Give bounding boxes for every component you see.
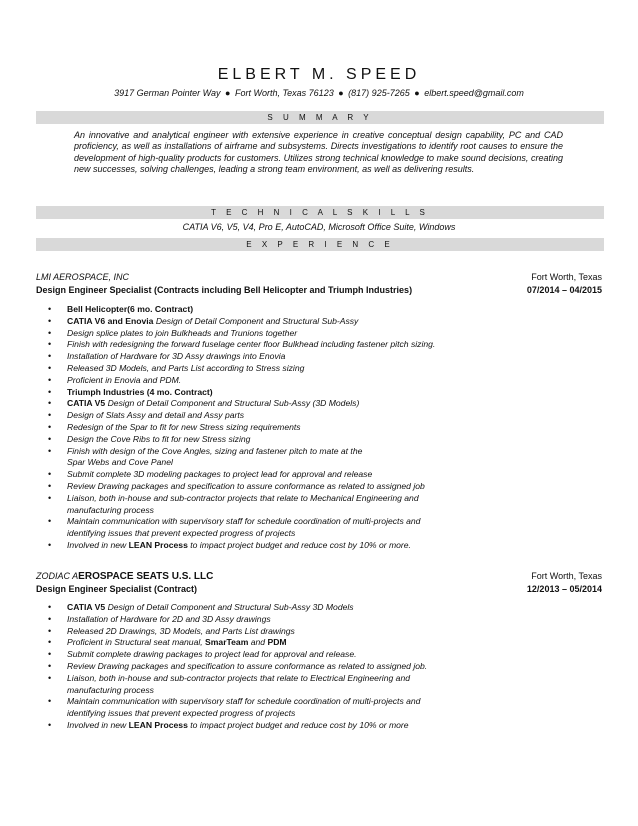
- bullet-text: Released 2D Drawings, 3D Models, and Parts List drawings: [67, 625, 295, 636]
- bullet-item: [37, 637, 557, 649]
- bullet-text: to impact project budget and reduce cost by 10% or more: [187, 719, 409, 730]
- separator-dot: ●: [414, 88, 420, 98]
- bullet-dot: •: [48, 304, 52, 314]
- bullet-text: Finish with design of the Cove Angles, sizing and fastener pitch to mate at the: [67, 445, 363, 456]
- bullet-text: Liaison, both in-house and sub-contractor projects that relate to Electrical Engineering and: [67, 672, 410, 683]
- job-location: Fort Worth, Texas: [531, 272, 602, 282]
- bullet-text: Proficient in Enovia and PDM.: [67, 374, 182, 385]
- bullet-dot: •: [48, 374, 52, 385]
- bullet-bold-text: LEAN Process: [128, 539, 188, 550]
- bullet-text: Design of Detail Component and Structural Sub-Assy 3D Models: [105, 602, 354, 612]
- bullet-text: and: [248, 637, 268, 648]
- bullet-dot: •: [48, 613, 52, 624]
- bullet-dot: •: [48, 625, 52, 636]
- experience-heading: E X P E R I E N C E: [36, 238, 604, 251]
- city: Fort Worth, Texas 76123: [234, 88, 334, 98]
- bullet-bold-text: Triumph Industries (4 mo. Contract): [67, 386, 213, 397]
- bullet-text-continued: Spar Webs and Cove Panel: [67, 457, 173, 468]
- bullet-text-continued: identifying issues that prevent expected progress of projects: [67, 528, 296, 539]
- bullet-text: Proficient in Structural seat manual,: [67, 637, 206, 648]
- bullet-dot: •: [48, 602, 52, 612]
- bullet-item: [37, 375, 557, 387]
- bullet-dot: •: [48, 469, 52, 480]
- bullet-item: [37, 339, 557, 351]
- bullet-item: [37, 626, 557, 638]
- bullet-bold-text: SmarTeam: [205, 637, 249, 648]
- bullet-item: [37, 481, 557, 493]
- bullet-text: Involved in new: [67, 719, 129, 730]
- bullet-item: [37, 398, 557, 410]
- job-bullets: [37, 602, 557, 732]
- bullet-bold-text: CATIA V5: [67, 398, 106, 409]
- summary-text: An innovative and analytical engineer with extensive experience in creative conceptual design capability, PC and CAD proficiency, as well as installations of airframe and subsystems. Directs investigations to identify root causes to ensure the development of high-quality products for customers. Utilizes strong technical knowledge to make sound decisions, creating new successes, solving challenges, leading a strong team environment, as well as delivering results.: [74, 130, 563, 174]
- bullet-item: [37, 673, 557, 697]
- bullet-dot: •: [48, 351, 52, 362]
- bullet-text: Finish with redesigning the forward fuselage center floor Bulkhead including fastener pitch sizing.: [67, 339, 436, 350]
- bullet-dot: •: [48, 421, 52, 432]
- bullet-item: [37, 493, 557, 517]
- bullet-item: [37, 540, 557, 552]
- bullet-dot: •: [48, 660, 52, 671]
- separator-dot: ●: [225, 88, 231, 98]
- bullet-item: [37, 351, 557, 363]
- bullet-dot: •: [48, 719, 52, 730]
- bullet-item: [37, 304, 557, 316]
- bullet-dot: •: [48, 433, 52, 444]
- bullet-text: Review Drawing packages and specification to assure conformance as related to assigned job: [67, 480, 425, 491]
- bullet-item: [37, 422, 557, 434]
- bullet-bold-text: Bell Helicopter(6 mo. Contract): [67, 304, 194, 314]
- separator-dot: ●: [338, 88, 344, 98]
- bullet-dot: •: [48, 539, 52, 550]
- skills-text: CATIA V6, V5, V4, Pro E, AutoCAD, Microsoft Office Suite, Windows: [182, 222, 456, 232]
- bullet-dot: •: [48, 480, 52, 491]
- bullet-bold-text: PDM: [267, 637, 287, 648]
- company-name: LMI AEROSPACE, INC: [36, 272, 130, 282]
- bullet-item: [37, 363, 557, 375]
- bullet-item: [37, 316, 557, 328]
- bullet-dot: •: [48, 696, 52, 707]
- bullet-dot: •: [48, 637, 52, 648]
- company-name-prefix: ZODIAC A: [36, 571, 79, 581]
- bullet-text: Design of Slats Assy and detail and Assy parts: [67, 410, 245, 421]
- bullet-item: [37, 328, 557, 340]
- bullet-item: [37, 602, 557, 614]
- bullet-dot: •: [48, 339, 52, 350]
- candidate-name: ELBERT M. SPEED: [217, 66, 421, 83]
- bullet-text: Liaison, both in-house and sub-contractor projects that relate to Mechanical Engineering and: [67, 492, 419, 503]
- company-name: [36, 571, 213, 582]
- bullet-text: Review Drawing packages and specification to assure conformance as related to assigned job.: [67, 660, 428, 671]
- contact-line: [0, 88, 638, 98]
- company-name-suffix: EROSPACE SEATS U.S. LLC: [78, 571, 214, 582]
- bullet-text-continued: identifying issues that prevent expected progress of projects: [67, 708, 296, 719]
- bullet-dot: •: [48, 672, 52, 683]
- bullet-text: Installation of Hardware for 2D and 3D Assy drawings: [67, 613, 271, 624]
- bullet-dot: •: [48, 410, 52, 421]
- email-link[interactable]: elbert.speed@gmail.com: [424, 88, 524, 98]
- bullet-text-continued: manufacturing process: [67, 504, 154, 515]
- bullet-item: [37, 649, 557, 661]
- address: 3917 German Pointer Way: [114, 88, 221, 98]
- bullet-text: Design splice plates to join Bulkheads and Trunions together: [67, 327, 298, 338]
- bullet-item: [37, 446, 557, 470]
- bullet-text: Submit complete 3D modeling packages to project lead for approval and release: [67, 469, 373, 480]
- job-dates: 12/2013 – 05/2014: [526, 584, 602, 594]
- bullet-item: [37, 387, 557, 399]
- job-location: Fort Worth, Texas: [531, 571, 602, 581]
- bullet-text: Submit complete drawing packages to project lead for approval and release.: [67, 649, 357, 660]
- bullet-dot: •: [48, 327, 52, 338]
- bullet-item: [37, 469, 557, 481]
- bullet-bold-text: CATIA V6 and Enovia: [67, 315, 154, 326]
- bullet-text: Design of Detail Component and Structural Sub-Assy (3D Models): [105, 398, 360, 409]
- bullet-item: [37, 614, 557, 626]
- phone: (817) 925-7265: [348, 88, 410, 98]
- bullet-item: [37, 434, 557, 446]
- bullet-text: Installation of Hardware for 3D Assy drawings into Enovia: [67, 351, 286, 362]
- bullet-bold-text: CATIA V5: [67, 602, 106, 612]
- bullet-dot: •: [48, 315, 52, 326]
- bullet-text: Maintain communication with supervisory staff for schedule coordination of multi-projects and: [67, 516, 421, 527]
- bullet-dot: •: [48, 362, 52, 373]
- job-title: Design Engineer Specialist (Contract): [36, 584, 198, 594]
- bullet-bold-text: LEAN Process: [128, 719, 188, 730]
- bullet-text: Design the Cove Ribs to fit for new Stress sizing: [67, 433, 251, 444]
- bullet-item: [37, 661, 557, 673]
- job-title: Design Engineer Specialist (Contracts including Bell Helicopter and Triumph Industries): [36, 285, 413, 295]
- bullet-text-continued: manufacturing process: [67, 684, 154, 695]
- bullet-dot: •: [48, 445, 52, 456]
- bullet-dot: •: [48, 649, 52, 660]
- bullet-text: Released 3D Models, and Parts List according to Stress sizing: [67, 362, 305, 373]
- bullet-item: [37, 696, 557, 720]
- bullet-dot: •: [48, 492, 52, 503]
- bullet-item: [37, 720, 557, 732]
- bullet-dot: •: [48, 386, 52, 397]
- bullet-dot: •: [48, 398, 52, 409]
- bullet-text: Design of Detail Component and Structural Sub-Assy: [153, 315, 359, 326]
- bullet-item: [37, 410, 557, 422]
- bullet-item: [37, 516, 557, 540]
- bullet-text: Involved in new: [67, 539, 129, 550]
- bullet-text: Maintain communication with supervisory staff for schedule coordination of multi-projects and: [67, 696, 421, 707]
- summary-heading: S U M M A R Y: [36, 111, 604, 124]
- skills-heading: T E C H N I C A L S K I L L S: [36, 206, 604, 219]
- bullet-dot: •: [48, 516, 52, 527]
- bullet-text: Redesign of the Spar to fit for new Stress sizing requirements: [67, 421, 301, 432]
- bullet-text: to impact project budget and reduce cost by 10% or more.: [187, 539, 411, 550]
- job-bullets: [37, 304, 557, 552]
- job-dates: 07/2014 – 04/2015: [526, 285, 602, 295]
